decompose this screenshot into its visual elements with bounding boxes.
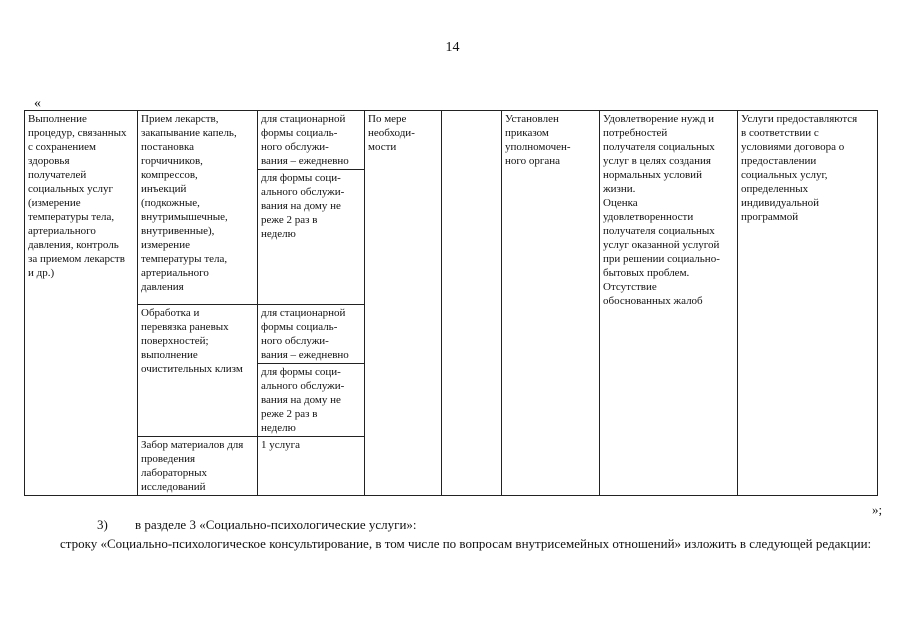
page-number: 14 (445, 40, 460, 55)
item-text: в разделе 3 «Социально-психологические услуги»: (135, 517, 417, 532)
frequency-home-cell: для формы соци- ального обслужи- вания на дому не реже 2 раз в неделю (258, 170, 365, 305)
timing-cell: По мере необходи- мости (365, 111, 442, 496)
frequency-home-cell: для формы соци- ального обслужи- вания на дому не реже 2 раз в неделю (258, 364, 365, 437)
table-close-quote: »; (872, 502, 883, 517)
amendment-paragraph: строку «Социально-психологическое консультирование, в том числе по вопросам внутрисемейных отношений» изложить в следующей редакции: (60, 536, 872, 551)
amendment-item (97, 517, 417, 533)
frequency-single-cell: 1 услуга (258, 437, 365, 496)
procedure-lab-cell: Забор материалов для проведения лабораторных исследований (138, 437, 258, 496)
service-name-cell: Выполнение процедур, связанных с сохранением здоровья получателей социальных услуг (измерение температуры тела, артериального давления, контроль за приемом лекарств и др.) (25, 111, 138, 496)
empty-cell (442, 111, 502, 496)
table-open-quote: « (34, 96, 41, 111)
frequency-stationary-cell: для стационарной формы социаль- ного обслужи- вания – ежедневно (258, 111, 365, 170)
item-number: 3) (97, 517, 108, 532)
services-table (24, 110, 878, 496)
procedure-dressing-cell: Обработка и перевязка раневых поверхностей; выполнение очистительных клизм (138, 305, 258, 437)
standard-cell: Установлен приказом уполномочен- ного органа (502, 111, 600, 496)
procedure-medication-cell: Прием лекарств, закапывание капель, постановка горчичников, компрессов, инъекций (подкожные, внутримышечные, внутривенные), измерение температуры тела, артериального давления (138, 111, 258, 305)
quality-indicators-cell: Удовлетворение нужд и потребностей получателя социальных услуг в целях создания нормальных условий жизни. Оценка удовлетворенности получателя социальных услуг оказанной услугой при решении социально- бытовых проблем. Отсутствие обоснованных жалоб (600, 111, 738, 496)
frequency-stationary-cell: для стационарной формы социаль- ного обслужи- вания – ежедневно (258, 305, 365, 364)
conditions-cell: Услуги предоставляются в соответствии с условиями договора о предоставлении социальных услуг, определенных индивидуальной программой (738, 111, 878, 496)
